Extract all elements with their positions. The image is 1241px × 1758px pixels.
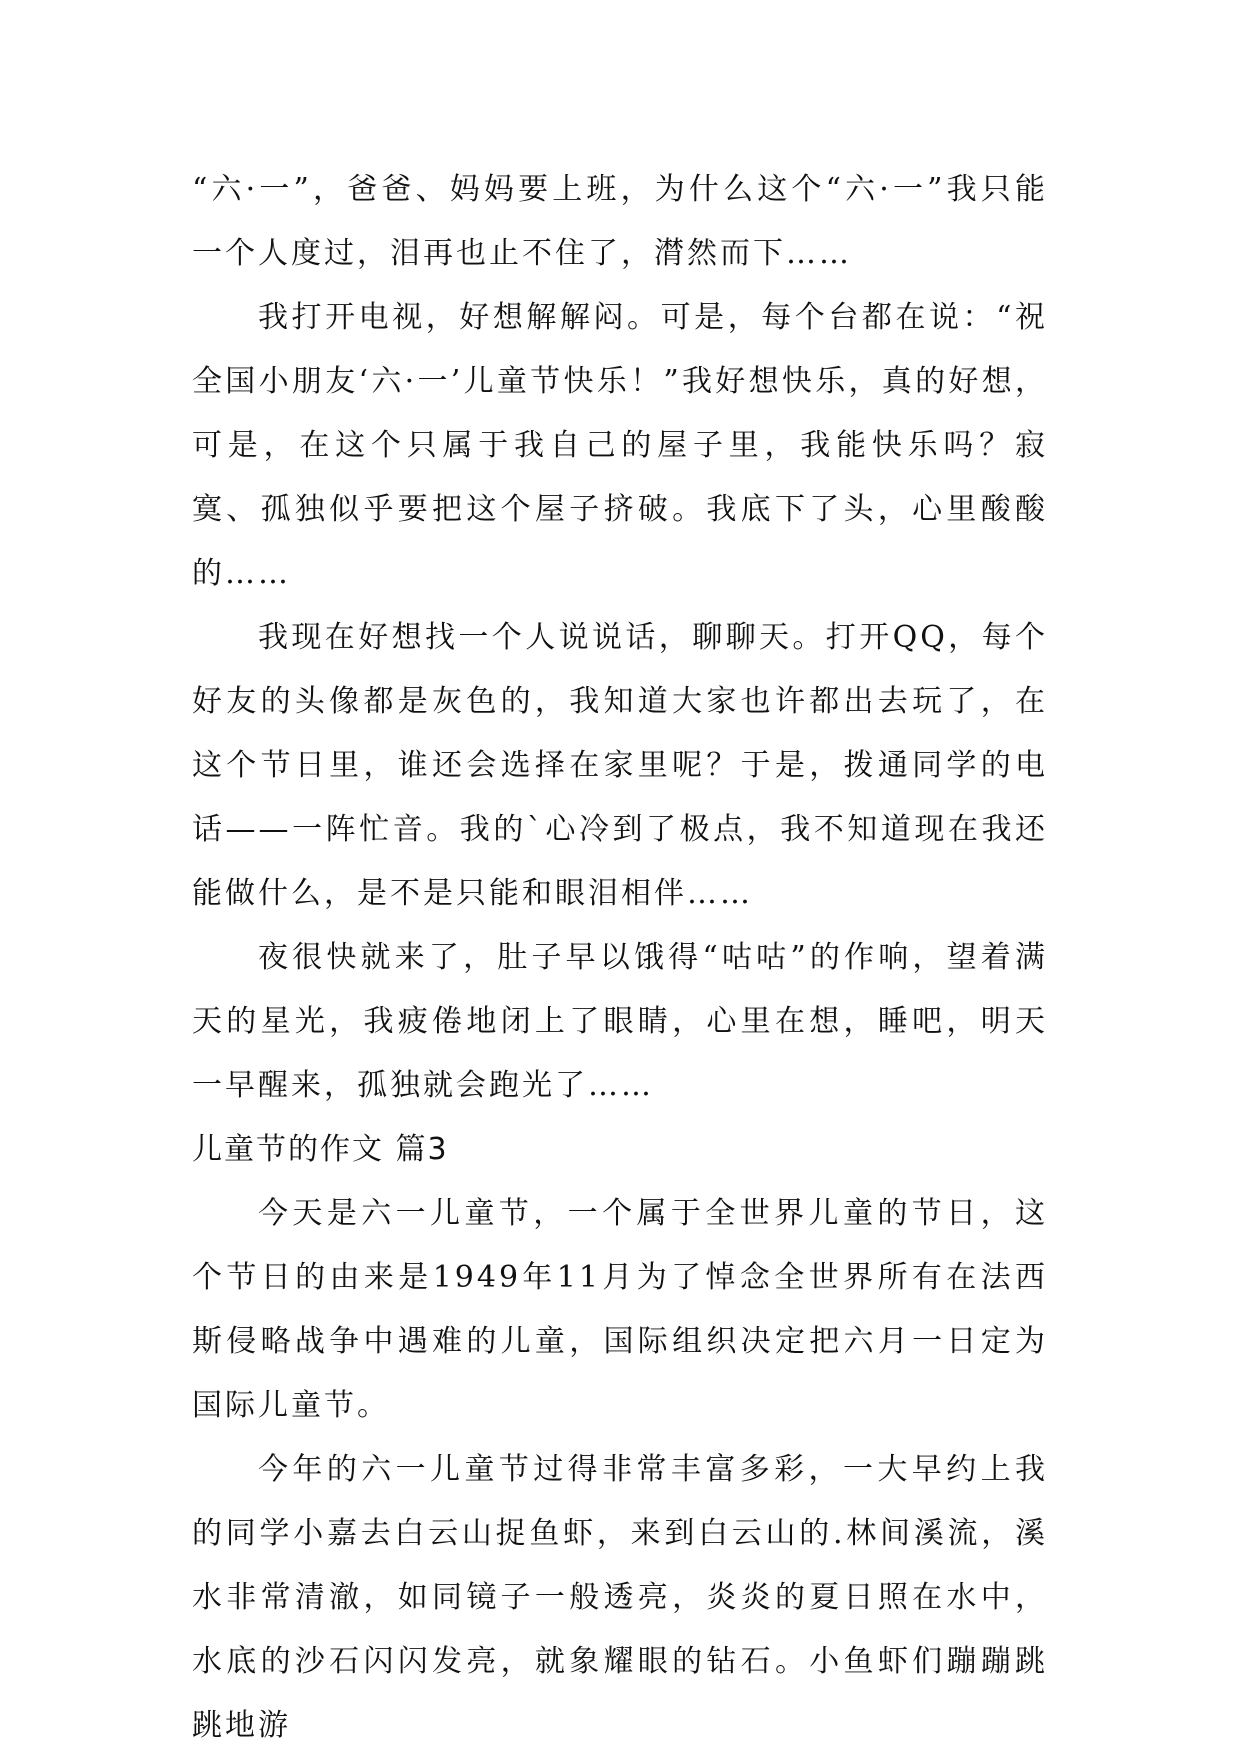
paragraph-tv: 我打开电视，好想解解闷。可是，每个台都在说：“祝全国小朋友‘六·一’儿童节快乐！”我好想快乐，真的好想，可是，在这个只属于我自己的屋子里，我能快乐吗？寂寞、孤独似乎要把这个屋子挤破。我底下了头，心里酸酸的…… <box>192 300 1048 591</box>
document-body <box>192 158 1048 1758</box>
section-heading: 儿童节的作文 篇3 <box>192 1132 449 1167</box>
paragraph-childrens-day-origin: 今天是六一儿童节，一个属于全世界儿童的节日，这个节日的由来是1949年11月为了悼念全世界所有在法西斯侵略战争中遇难的儿童，国际组织决定把六月一日定为国际儿童节。 <box>192 1196 1048 1423</box>
paragraph-continuation: “六·一”，爸爸、妈妈要上班，为什么这个“六·一”我只能一个人度过，泪再也止不住了，潸然而下…… <box>192 172 1048 271</box>
paragraph-night: 夜很快就来了，肚子早以饿得“咕咕”的作响，望着满天的星光，我疲倦地闭上了眼睛，心里在想，睡吧，明天一早醒来，孤独就会跑光了…… <box>192 940 1048 1103</box>
paragraph-qq: 我现在好想找一个人说说话，聊聊天。打开QQ，每个好友的头像都是灰色的，我知道大家也许都出去玩了，在这个节日里，谁还会选择在家里呢？于是，拨通同学的电话——一阵忙音。我的`心冷到了极点，我不知道现在我还能做什么，是不是只能和眼泪相伴…… <box>192 620 1048 911</box>
paragraph-baiyun-mountain: 今年的六一儿童节过得非常丰富多彩，一大早约上我的同学小嘉去白云山捉鱼虾，来到白云山的.林间溪流，溪水非常清澈，如同镜子一般透亮，炎炎的夏日照在水中，水底的沙石闪闪发亮，就象耀眼的钻石。小鱼虾们蹦蹦跳跳地游 <box>192 1452 1048 1743</box>
